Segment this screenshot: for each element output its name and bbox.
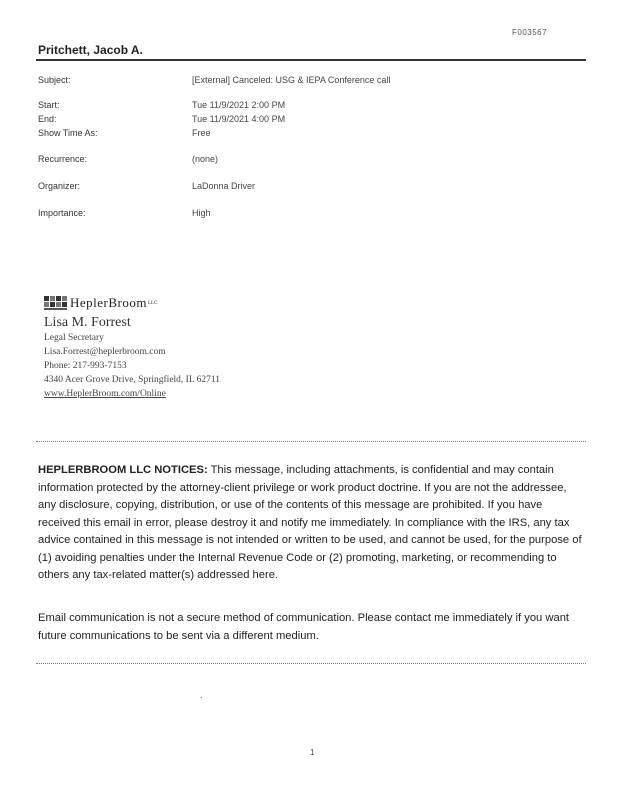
logo-suffix: LLC [147,300,158,306]
recurrence-value: (none) [192,154,219,164]
sender-name: Pritchett, Jacob A. [38,43,143,57]
notice-top-divider [36,441,586,442]
organizer-label: Organizer: [38,181,81,191]
signature-title: Legal Secretary [44,333,104,343]
recurrence-label: Recurrence: [38,154,88,164]
signature-address: 4340 Acer Grove Drive, Springfield, IL 62711 [44,375,221,385]
subject-value: [External] Canceled: USG & IEPA Conference call [192,75,391,85]
end-label: End: [38,114,57,124]
show-time-as-value: Free [192,128,211,138]
importance-label: Importance: [38,208,86,218]
page-number: 1 [310,748,315,757]
logo-wordmark: HeplerBroom [70,295,147,310]
signature-email[interactable]: Lisa.Forrest@heplerbroom.com [44,347,166,357]
organizer-value: LaDonna Driver [192,181,256,191]
page-identifier: F003567 [512,28,548,37]
stray-mark: . [200,690,203,700]
notice-bottom-divider [36,663,586,664]
header-divider [36,59,586,61]
show-time-as-label: Show Time As: [38,128,98,138]
logo-mark-icon [44,296,68,310]
signature-name: Lisa M. Forrest [44,315,131,330]
importance-value: High [192,208,211,218]
legal-notice [38,462,584,585]
subject-label: Subject: [38,75,71,85]
company-logo [44,295,157,311]
end-value: Tue 11/9/2021 4:00 PM [192,114,286,124]
notice-heading: HEPLERBROOM LLC NOTICES: [38,464,208,476]
signature-website-link[interactable]: www.HeplerBroom.com/Online [44,389,166,399]
start-value: Tue 11/9/2021 2:00 PM [192,100,286,110]
start-label: Start: [38,100,60,110]
signature-phone: Phone: 217-993-7153 [44,361,127,371]
notice-body: This message, including attachments, is confidential and may contain information protected by the attorney-client privilege or work product doctrine. If you are not the addressee, any disclosure, copying, distribution, or use of the contents of this message are prohibited. If you have received this email in error, please destroy it and notify me immediately. In compliance with the IRS, any tax advice contained in this message is not intended or written to be used, and cannot be used, for the purpose of (1) avoiding penalties under the Internal Revenue Code or (2) promoting, marketing, or recommending to others any tax-related matter(s) addressed here. [38,464,582,581]
secure-communication-notice: Email communication is not a secure method of communication. Please contact me immediately if you want future communications to be sent via a different medium. [38,612,570,642]
